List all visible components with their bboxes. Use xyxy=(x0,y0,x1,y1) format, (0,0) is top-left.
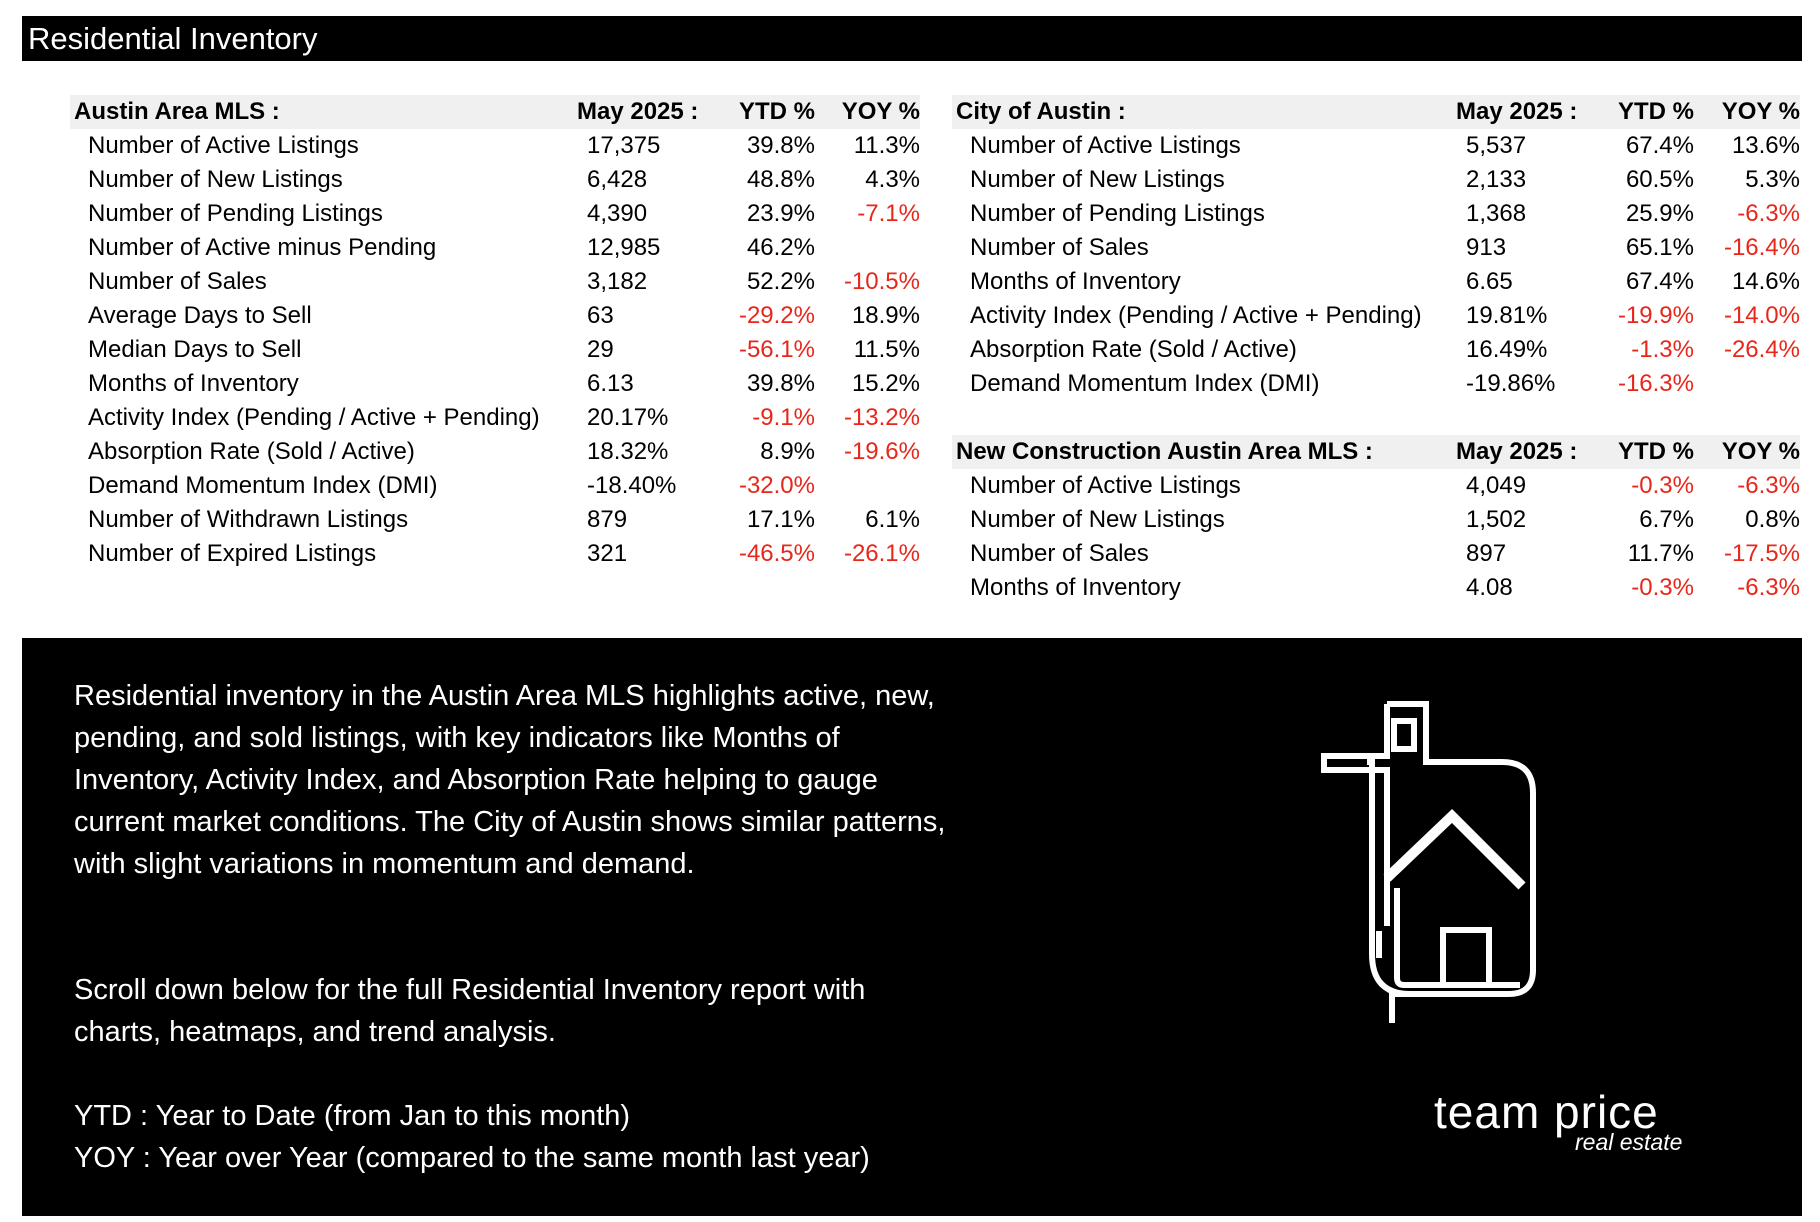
ytd-value: 11.7% xyxy=(1627,540,1694,567)
ytd-value: 39.8% xyxy=(746,370,815,397)
ytd-value: 23.9% xyxy=(746,200,815,227)
logo-wordmark: team price xyxy=(1434,1086,1659,1138)
table-row xyxy=(952,197,1800,231)
ytd-value: 6.7% xyxy=(1639,506,1694,533)
table-row xyxy=(70,401,920,435)
table-header-row xyxy=(952,95,1800,129)
metric-value: 879 xyxy=(587,506,628,533)
ytd-value: 17.1% xyxy=(746,506,815,533)
table-row xyxy=(952,299,1800,333)
yoy-value: 18.9% xyxy=(851,302,920,329)
table-row xyxy=(952,231,1800,265)
table-row xyxy=(952,367,1800,401)
ytd-value: -16.3% xyxy=(1617,370,1694,397)
metric-label: Months of Inventory xyxy=(970,268,1181,295)
metric-value: 5,537 xyxy=(1466,132,1527,159)
table-row xyxy=(70,469,920,503)
metric-value: 4,390 xyxy=(587,200,648,227)
table-row xyxy=(70,435,920,469)
metric-label: Number of Active minus Pending xyxy=(88,234,437,261)
yoy-value: 4.3% xyxy=(865,166,920,193)
yoy-definition: YOY : Year over Year (compared to the same month last year) xyxy=(74,1142,870,1174)
summary-paragraph: Residential inventory in the Austin Area MLS highlights active, new, pending, and sold listings, with key indicators like Months of Inventory, Activity Index, and Absorption Rate helping to gauge current market conditions. The City of Austin shows similar patterns, with slight variations in momentum and demand. xyxy=(74,680,946,880)
table-row xyxy=(70,503,920,537)
ytd-value: 67.4% xyxy=(1625,268,1694,295)
period-header: May 2025 : xyxy=(1446,95,1592,129)
ytd-value: -1.3% xyxy=(1631,336,1694,363)
metric-label: Number of Active Listings xyxy=(970,132,1241,159)
table-row xyxy=(952,503,1800,537)
metric-value: 19.81% xyxy=(1466,302,1548,329)
yoy-value: 15.2% xyxy=(851,370,920,397)
yoy-value: -16.4% xyxy=(1723,234,1800,261)
metric-label: Number of Sales xyxy=(970,540,1149,567)
city-of-austin-table xyxy=(952,95,1800,605)
ytd-value: 67.4% xyxy=(1625,132,1694,159)
period-header: May 2025 : xyxy=(1446,435,1592,469)
ytd-value: 52.2% xyxy=(746,268,815,295)
metric-label: Number of New Listings xyxy=(970,506,1225,533)
table-row xyxy=(952,333,1800,367)
metric-label: Months of Inventory xyxy=(88,370,299,397)
ytd-value: 65.1% xyxy=(1625,234,1694,261)
yoy-value: -26.1% xyxy=(843,540,920,567)
table-header-row xyxy=(70,95,920,129)
yoy-value xyxy=(815,469,920,503)
metric-label: Number of Sales xyxy=(970,234,1149,261)
info-panel xyxy=(22,638,1802,1216)
metric-value: 2,133 xyxy=(1466,166,1527,193)
section-title: City of Austin : xyxy=(952,95,1446,129)
scroll-hint-paragraph: Scroll down below for the full Residential Inventory report with charts, heatmaps, and trend analysis. xyxy=(74,974,866,1048)
ytd-value: 48.8% xyxy=(746,166,815,193)
metric-value: 1,502 xyxy=(1466,506,1527,533)
metric-label: Activity Index (Pending / Active + Pending) xyxy=(970,302,1422,329)
table-row xyxy=(70,299,920,333)
metric-label: Number of Pending Listings xyxy=(970,200,1265,227)
yoy-header: YOY % xyxy=(1694,95,1800,129)
ytd-value: 39.8% xyxy=(746,132,815,159)
table-row xyxy=(952,163,1800,197)
ytd-header: YTD % xyxy=(1592,435,1694,469)
section-title: Austin Area MLS : xyxy=(70,95,567,129)
yoy-value: -17.5% xyxy=(1723,540,1800,567)
ytd-value: -19.9% xyxy=(1617,302,1694,329)
yoy-value: 11.5% xyxy=(853,336,920,363)
yoy-value: 13.6% xyxy=(1731,132,1800,159)
yoy-header: YOY % xyxy=(815,95,920,129)
table-row xyxy=(952,571,1800,605)
ytd-value: -9.1% xyxy=(752,404,815,431)
table-row xyxy=(70,333,920,367)
metric-label: Number of New Listings xyxy=(88,166,343,193)
ytd-value: -56.1% xyxy=(738,336,815,363)
metric-label: Number of Withdrawn Listings xyxy=(88,506,409,533)
metric-value: 3,182 xyxy=(587,268,648,295)
metric-label: Months of Inventory xyxy=(970,574,1181,601)
yoy-value xyxy=(1694,367,1800,401)
yoy-value: 11.3% xyxy=(853,132,920,159)
metric-value: 20.17% xyxy=(587,404,669,431)
metric-label: Number of Sales xyxy=(88,268,267,295)
ytd-header: YTD % xyxy=(712,95,815,129)
yoy-value: -6.3% xyxy=(1737,574,1800,601)
table-header-row xyxy=(952,435,1800,469)
metric-label: Number of New Listings xyxy=(970,166,1225,193)
table-row xyxy=(70,231,920,265)
yoy-value: 14.6% xyxy=(1731,268,1800,295)
yoy-value: -26.4% xyxy=(1723,336,1800,363)
yoy-value: -19.6% xyxy=(843,438,920,465)
metric-value: 12,985 xyxy=(587,234,661,261)
metric-value: 4.08 xyxy=(1466,574,1513,601)
metric-value: 6.13 xyxy=(587,370,634,397)
ytd-header: YTD % xyxy=(1592,95,1694,129)
ytd-value: -0.3% xyxy=(1631,472,1694,499)
metric-value: 897 xyxy=(1466,540,1507,567)
metric-value: -18.40% xyxy=(587,472,677,499)
yoy-value: -6.3% xyxy=(1737,200,1800,227)
metric-value: 913 xyxy=(1466,234,1507,261)
ytd-value: -46.5% xyxy=(738,540,815,567)
period-header: May 2025 : xyxy=(567,95,712,129)
yoy-value: -14.0% xyxy=(1723,302,1800,329)
logo-tagline: real estate xyxy=(1575,1129,1683,1155)
yoy-value: -6.3% xyxy=(1737,472,1800,499)
metric-label: Number of Active Listings xyxy=(88,132,359,159)
ytd-value: -32.0% xyxy=(738,472,815,499)
metric-value: -19.86% xyxy=(1466,370,1556,397)
metric-value: 18.32% xyxy=(587,438,669,465)
yoy-value: 6.1% xyxy=(865,506,920,533)
ytd-value: 60.5% xyxy=(1625,166,1694,193)
ytd-value: -0.3% xyxy=(1631,574,1694,601)
metric-label: Demand Momentum Index (DMI) xyxy=(88,472,438,499)
yoy-value: 0.8% xyxy=(1745,506,1800,533)
ytd-definition: YTD : Year to Date (from Jan to this month) xyxy=(74,1100,631,1132)
metric-label: Absorption Rate (Sold / Active) xyxy=(88,438,415,465)
table-row xyxy=(952,469,1800,503)
yoy-value: 5.3% xyxy=(1745,166,1800,193)
section-title: New Construction Austin Area MLS : xyxy=(952,435,1446,469)
table-row xyxy=(952,537,1800,571)
ytd-value: 25.9% xyxy=(1625,200,1694,227)
metric-value: 4,049 xyxy=(1466,472,1527,499)
metric-value: 17,375 xyxy=(587,132,661,159)
metric-value: 321 xyxy=(587,540,628,567)
table-row xyxy=(70,367,920,401)
yoy-value: -13.2% xyxy=(843,404,920,431)
table-row xyxy=(70,163,920,197)
metric-value: 63 xyxy=(587,302,614,329)
metric-label: Activity Index (Pending / Active + Pending) xyxy=(88,404,540,431)
yoy-value: -7.1% xyxy=(857,200,920,227)
table-row xyxy=(70,197,920,231)
metric-value: 29 xyxy=(587,336,614,363)
table-row xyxy=(952,265,1800,299)
table-row xyxy=(70,537,920,571)
table-row xyxy=(952,129,1800,163)
metric-label: Number of Expired Listings xyxy=(88,540,377,567)
ytd-value: -29.2% xyxy=(738,302,815,329)
yoy-value xyxy=(815,231,920,265)
ytd-value: 46.2% xyxy=(746,234,815,261)
metric-label: Average Days to Sell xyxy=(88,302,312,329)
metric-label: Absorption Rate (Sold / Active) xyxy=(970,336,1297,363)
metric-label: Median Days to Sell xyxy=(88,336,302,363)
page-title: Residential Inventory xyxy=(22,16,1802,61)
table-row xyxy=(70,129,920,163)
yoy-header: YOY % xyxy=(1694,435,1800,469)
metric-value: 6.65 xyxy=(1466,268,1513,295)
ytd-value: 8.9% xyxy=(760,438,815,465)
metric-label: Number of Pending Listings xyxy=(88,200,383,227)
metric-value: 6,428 xyxy=(587,166,648,193)
metric-value: 1,368 xyxy=(1466,200,1527,227)
metric-value: 16.49% xyxy=(1466,336,1548,363)
metric-label: Demand Momentum Index (DMI) xyxy=(970,370,1320,397)
metric-label: Number of Active Listings xyxy=(970,472,1241,499)
yoy-value: -10.5% xyxy=(843,268,920,295)
austin-area-mls-table xyxy=(70,95,920,571)
table-row xyxy=(70,265,920,299)
